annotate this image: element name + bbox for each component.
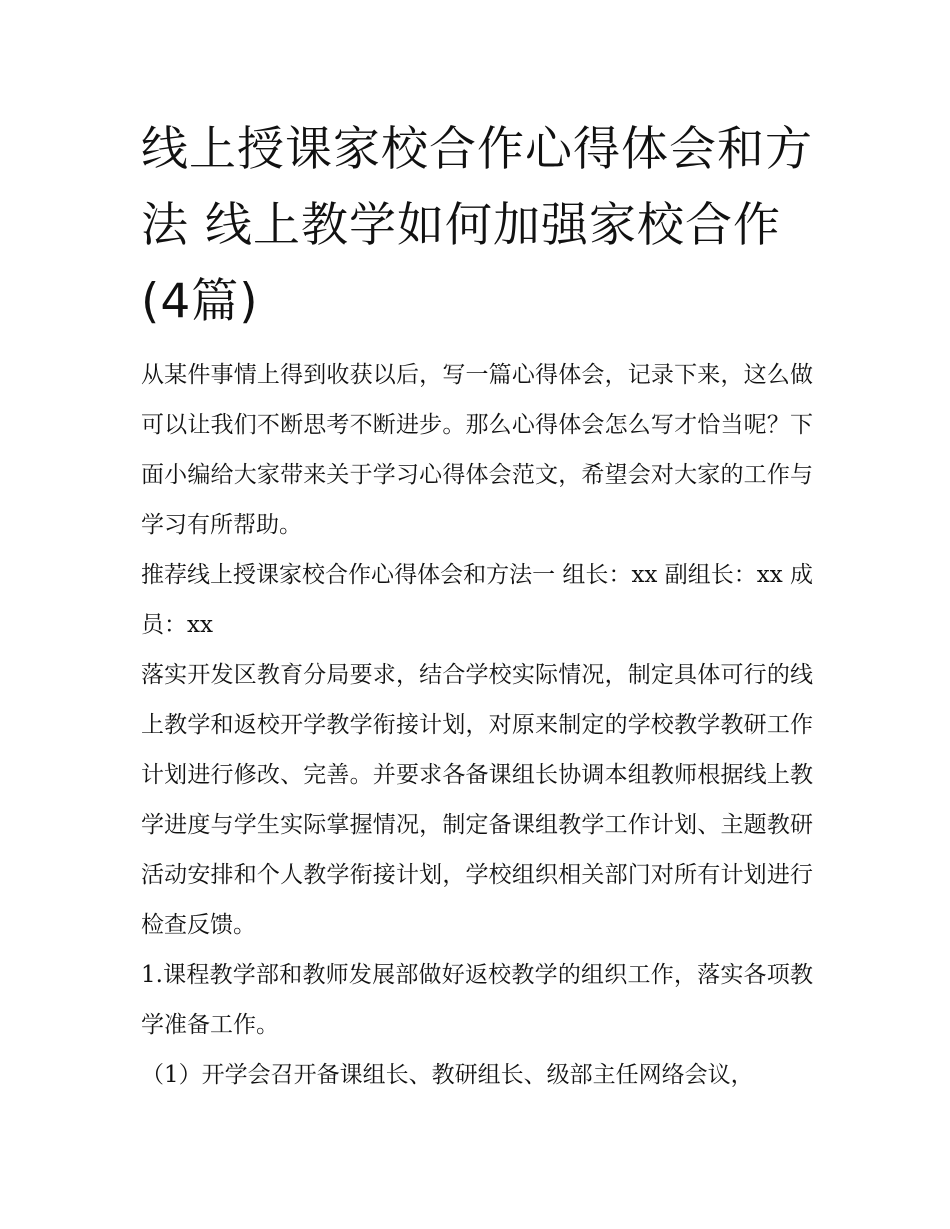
document-title: 线上授课家校合作心得体会和方法 线上教学如何加强家校合作(4篇) bbox=[141, 122, 813, 329]
document-page bbox=[141, 112, 813, 1100]
intro-paragraph: 从某件事情上得到收获以后，写一篇心得体会，记录下来，这么做可以让我们不断思考不断进步。那么心得体会怎么写才恰当呢？下面小编给大家带来关于学习心得体会范文，希望会对大家的工作与学习有所帮助。 bbox=[141, 362, 813, 538]
sub-item-paragraph: （1）开学会召开备课组长、教研组长、级部主任网络会议， bbox=[141, 1062, 754, 1088]
body-paragraph: 落实开发区教育分局要求，结合学校实际情况，制定具体可行的线上教学和返校开学教学衔接计划，对原来制定的学校教学教研工作计划进行修改、完善。并要求各备课组长协调本组教师根据线上教学进度与学生实际掌握情况，制定备课组教学工作计划、主题教研活动安排和个人教学衔接计划，学校组织相关部门对所有计划进行检查反馈。 bbox=[141, 662, 813, 938]
group-members-paragraph: 推荐线上授课家校合作心得体会和方法一 组长：xx 副组长：xx 成员：xx bbox=[141, 562, 813, 638]
list-item-paragraph: 1.课程教学部和教师发展部做好返校教学的组织工作，落实各项教学准备工作。 bbox=[141, 962, 813, 1038]
